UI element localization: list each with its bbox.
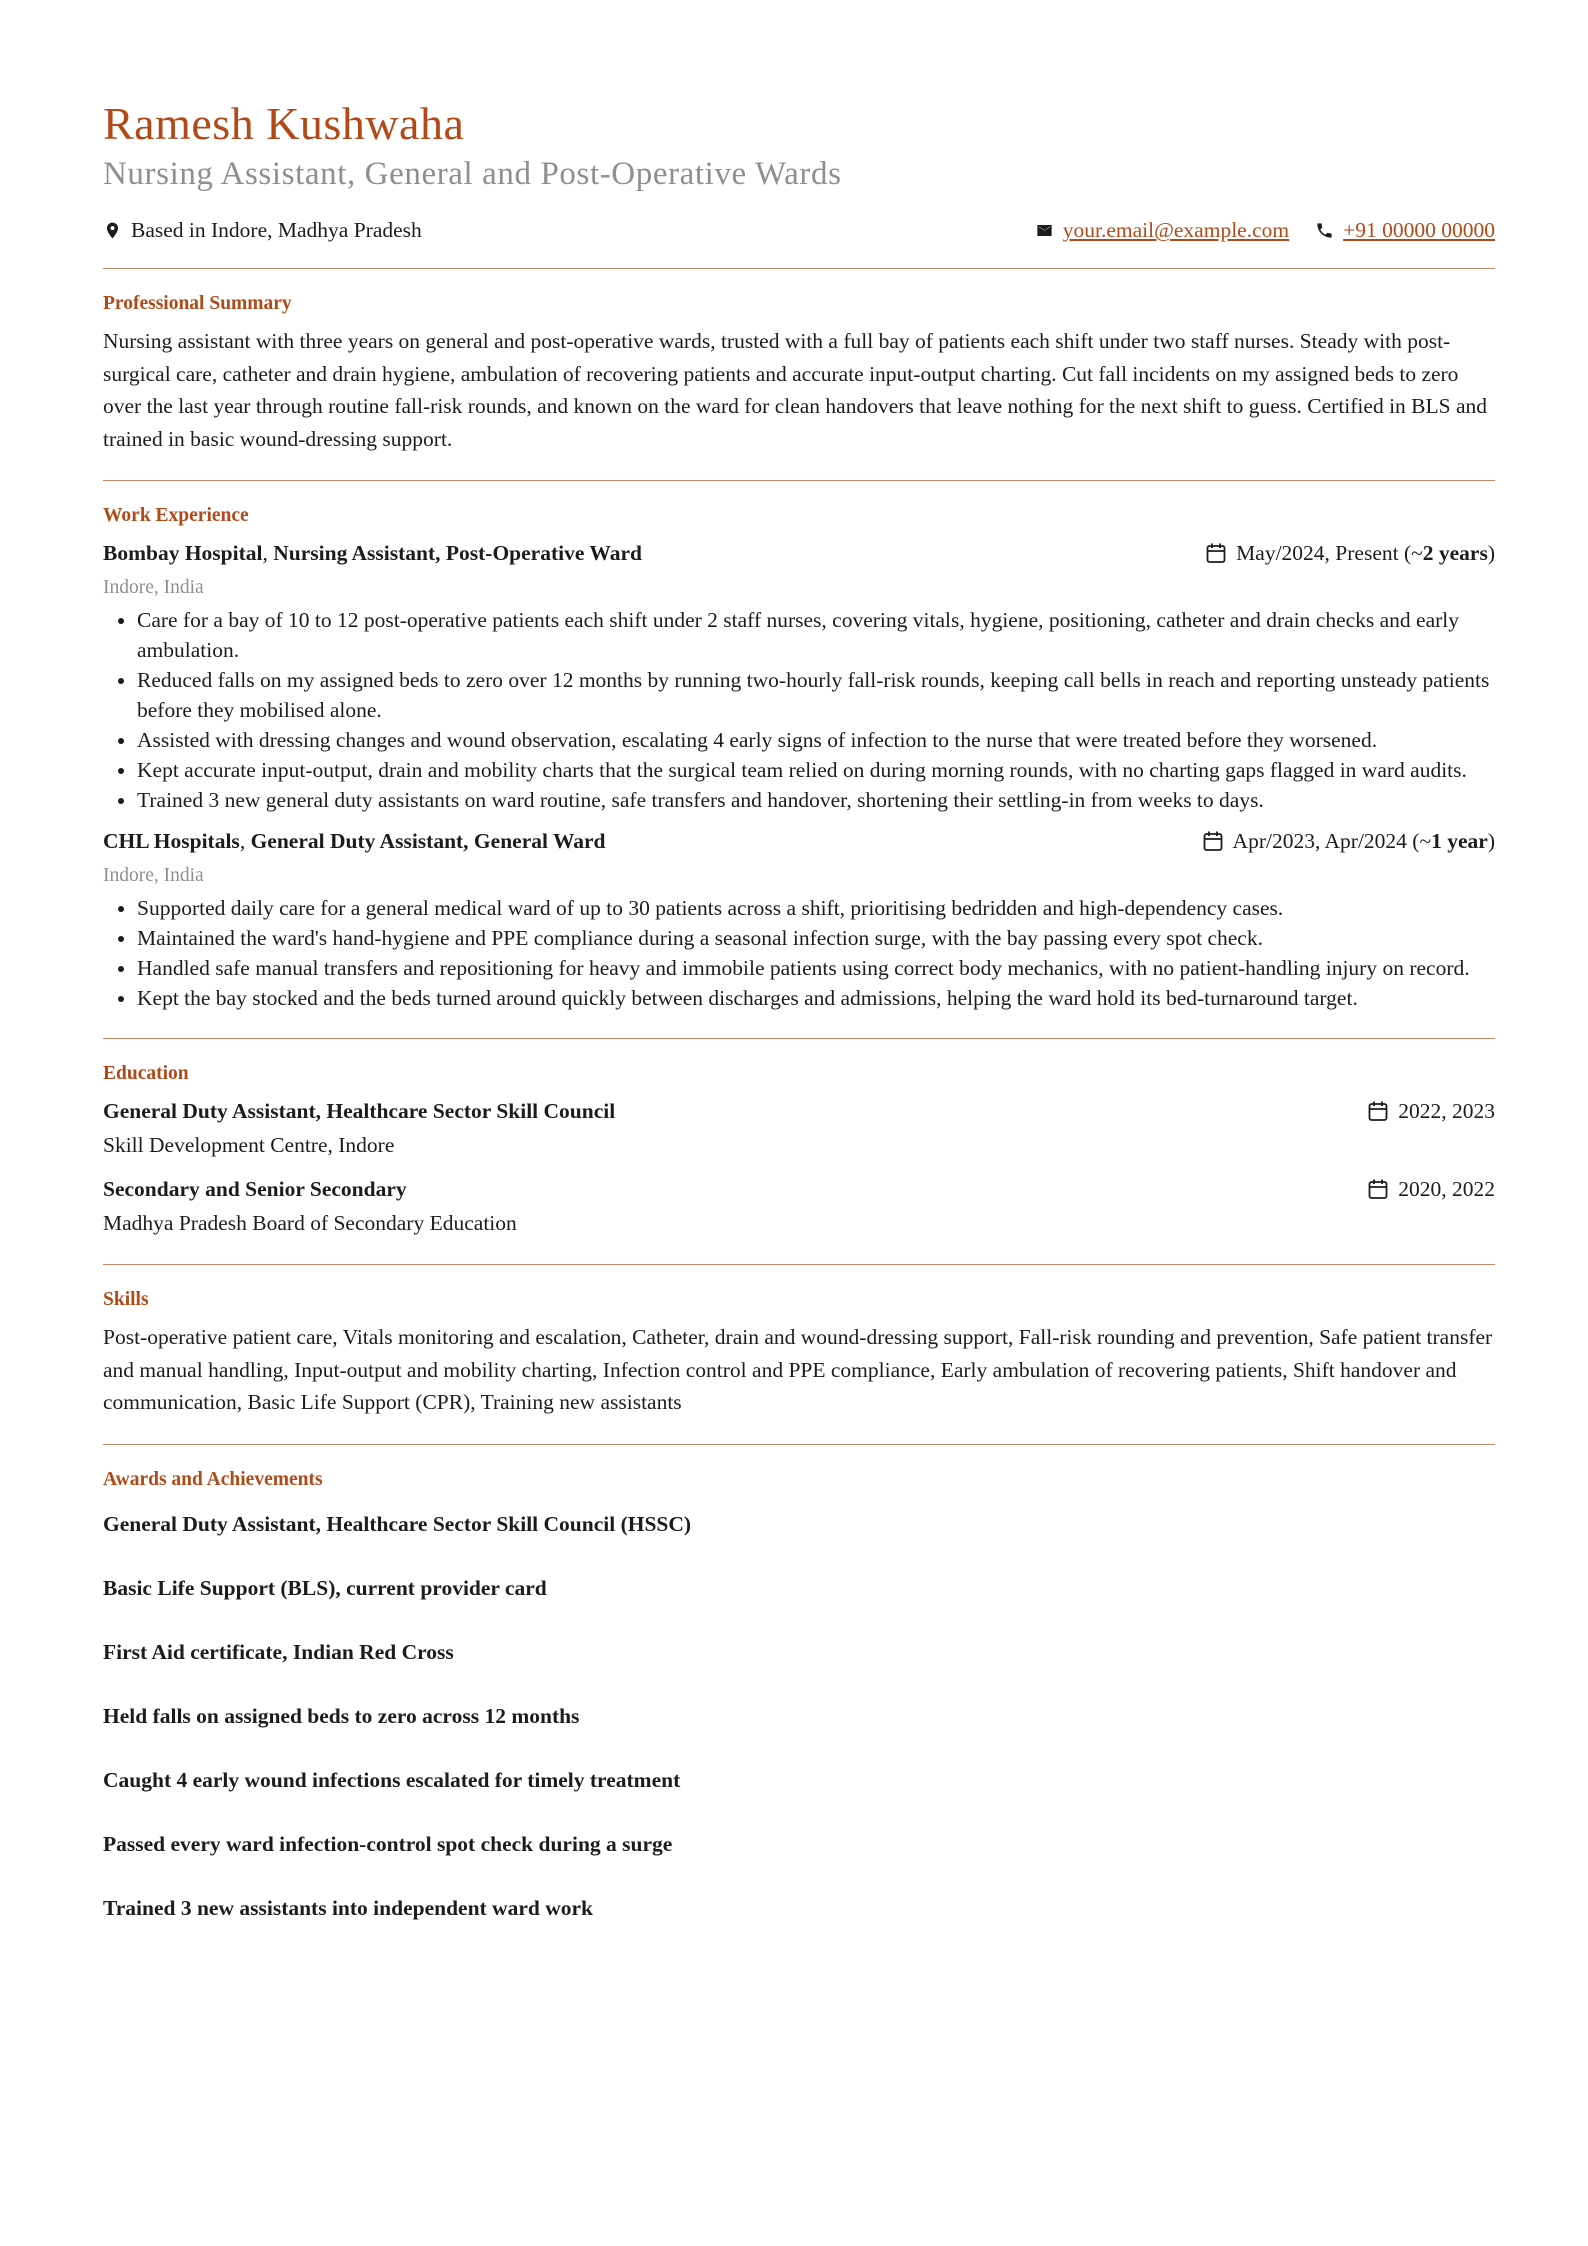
- resume-page: [103, 98, 1495, 1923]
- education-header: [103, 1173, 1495, 1205]
- location-text: Based in Indore, Madhya Pradesh: [131, 218, 422, 243]
- employer-name: CHL Hospitals: [103, 829, 240, 854]
- award-item: First Aid certificate, Indian Red Cross: [103, 1639, 454, 1664]
- education-entry: [103, 1173, 1495, 1239]
- skills-text: Post-operative patient care, Vitals monitoring and escalation, Catheter, drain and wound-dressing support, Fall-risk rounding and prevention, Safe patient transfer and manual handling, Input-output and mobility charting, Infection control and PPE compliance, Early ambulation of recovering patients, Shift handover and communication, Basic Life Support (CPR), Training new assistants: [103, 1325, 1493, 1415]
- award-item: Basic Life Support (BLS), current provider card: [103, 1575, 547, 1600]
- job-entry: [103, 825, 1495, 1013]
- candidate-title: Nursing Assistant, General and Post-Operative Wards: [103, 155, 842, 192]
- job-date-range: Apr/2023, Apr/2024 (~: [1232, 829, 1432, 854]
- job-dates: May/2024, Present (~ 2 years ): [1204, 537, 1495, 569]
- award-item: Held falls on assigned beds to zero across 12 months: [103, 1703, 580, 1728]
- job-bullet: • Care for a bay of 10 to 12 post-operative patients each shift under 2 staff nurses, covering vitals, hygiene, positioning, catheter and drain checks and early ambulation.: [137, 605, 1495, 665]
- calendar-icon: [1204, 541, 1228, 565]
- calendar-icon: [1201, 829, 1225, 853]
- job-duration: 1 year: [1431, 829, 1488, 854]
- email-link[interactable]: your.email@example.com: [1062, 218, 1290, 243]
- job-role: General Duty Assistant, General Ward: [250, 829, 606, 854]
- education-date-range: 2022, 2023: [1398, 1099, 1495, 1124]
- phone-link[interactable]: +91 00000 00000: [1343, 218, 1495, 243]
- email-block: [1035, 218, 1289, 243]
- job-bullet: • Maintained the ward's hand-hygiene and PPE compliance during a seasonal infection surge, with the bay passing every spot check.: [137, 923, 1495, 953]
- job-entry: [103, 537, 1495, 815]
- contact-bar: [103, 218, 1495, 243]
- job-title-line: Bombay Hospital, Nursing Assistant, Post-Operative Ward: [103, 541, 642, 566]
- job-header: [103, 825, 1495, 857]
- summary-section: [103, 269, 1495, 455]
- job-bullet: • Kept the bay stocked and the beds turned around quickly between discharges and admissions, helping the ward hold its bed-turnaround target.: [137, 983, 1495, 1013]
- education-institution: Skill Development Centre, Indore: [103, 1133, 395, 1158]
- job-bullet: • Reduced falls on my assigned beds to zero over 12 months by running two-hourly fall-risk rounds, keeping call bells in reach and reporting unsteady patients before they mobilised alone.: [137, 665, 1495, 725]
- job-bullets: [103, 605, 1495, 815]
- phone-icon: [1315, 221, 1334, 240]
- job-bullet: • Assisted with dressing changes and wound observation, escalating 4 early signs of infection to the nurse that were treated before they worsened.: [137, 725, 1495, 755]
- education-section: [103, 1039, 1495, 1239]
- job-bullet: • Handled safe manual transfers and repositioning for heavy and immobile patients using correct body mechanics, with no patient-handling injury on record.: [137, 953, 1495, 983]
- education-dates: [1366, 1173, 1495, 1205]
- summary-text: Nursing assistant with three years on general and post-operative wards, trusted with a full bay of patients each shift under two staff nurses. Steady with post-surgical care, catheter and drain hygiene, ambulation of recovering patients and accurate input-output charting. Cut fall incidents on my assigned beds to zero over the last year through routine fall-risk rounds, and known on the ward for clean handovers that leave nothing for the next shift to guess. Certified in BLS and trained in basic wound-dressing support.: [103, 329, 1488, 451]
- job-header: [103, 537, 1495, 569]
- section-heading: Education: [103, 1063, 189, 1085]
- section-heading: Skills: [103, 1289, 149, 1311]
- candidate-name: Ramesh Kushwaha: [103, 98, 465, 149]
- award-item: Caught 4 early wound infections escalated for timely treatment: [103, 1767, 681, 1792]
- awards-section: [103, 1445, 1495, 1923]
- award-item: Trained 3 new assistants into independent ward work: [103, 1895, 593, 1920]
- location-pin-icon: [103, 221, 122, 240]
- employer-name: Bombay Hospital: [103, 541, 263, 566]
- calendar-icon: [1366, 1177, 1390, 1201]
- location-block: [103, 218, 422, 243]
- section-heading: Professional Summary: [103, 293, 292, 315]
- job-duration: 2 years: [1422, 541, 1488, 566]
- education-institution: Madhya Pradesh Board of Secondary Education: [103, 1211, 517, 1236]
- job-role: Nursing Assistant, Post-Operative Ward: [273, 541, 642, 566]
- experience-section: [103, 481, 1495, 1013]
- education-degree: General Duty Assistant, Healthcare Sector Skill Council: [103, 1099, 616, 1124]
- education-header: [103, 1095, 1495, 1127]
- email-icon: [1035, 221, 1054, 240]
- job-bullet: • Supported daily care for a general medical ward of up to 30 patients across a shift, prioritising bedridden and high-dependency cases.: [137, 893, 1495, 923]
- skills-section: [103, 1265, 1495, 1419]
- section-heading: Awards and Achievements: [103, 1468, 323, 1490]
- education-degree: Secondary and Senior Secondary: [103, 1177, 407, 1202]
- award-item: Passed every ward infection-control spot check during a surge: [103, 1831, 673, 1856]
- job-bullet: • Kept accurate input-output, drain and mobility charts that the surgical team relied on during morning rounds, with no charting gaps flagged in ward audits.: [137, 755, 1495, 785]
- education-entry: [103, 1095, 1495, 1161]
- section-heading: Work Experience: [103, 505, 249, 527]
- job-title-line: CHL Hospitals, General Duty Assistant, General Ward: [103, 829, 606, 854]
- job-location: Indore, India: [103, 577, 204, 599]
- job-date-range: May/2024, Present (~: [1236, 541, 1423, 566]
- award-item: General Duty Assistant, Healthcare Sector Skill Council (HSSC): [103, 1511, 692, 1536]
- job-bullets: [103, 893, 1495, 1013]
- education-dates: [1366, 1095, 1495, 1127]
- phone-block: [1315, 218, 1495, 243]
- calendar-icon: [1366, 1099, 1390, 1123]
- education-date-range: 2020, 2022: [1398, 1177, 1495, 1202]
- job-dates: Apr/2023, Apr/2024 (~ 1 year ): [1201, 825, 1495, 857]
- job-bullet: • Trained 3 new general duty assistants on ward routine, safe transfers and handover, shortening their settling-in from weeks to days.: [137, 785, 1495, 815]
- contact-links: [1009, 218, 1495, 243]
- job-location: Indore, India: [103, 865, 204, 887]
